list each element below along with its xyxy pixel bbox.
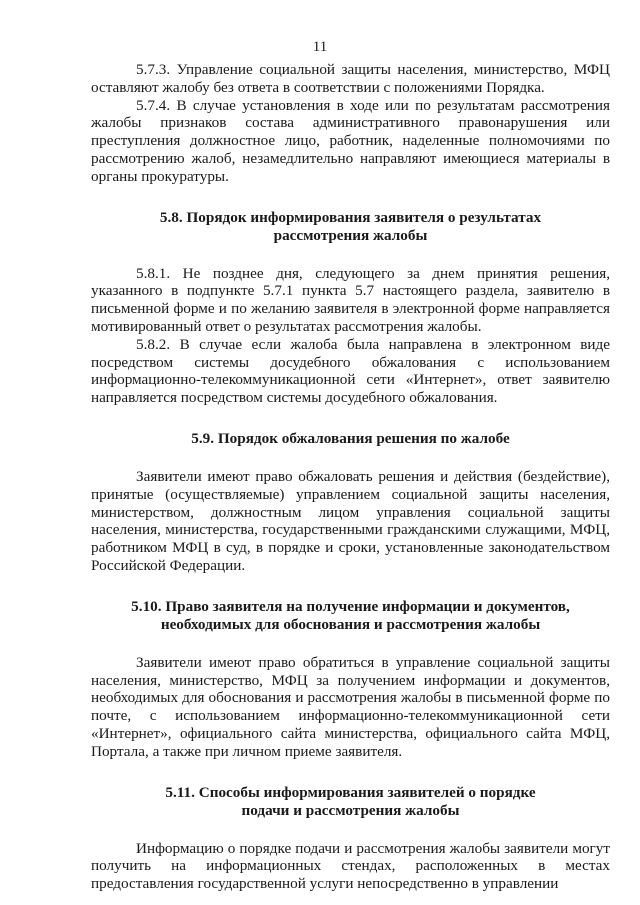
paragraph-5-7-3: 5.7.3. Управление социальной защиты населения, министерство, МФЦ оставляют жалобу без ответа в соответствии с положениями Порядка. [91, 61, 610, 96]
heading-5-8 [91, 209, 610, 245]
spacer [91, 245, 610, 265]
spacer [91, 820, 610, 840]
paragraph-5-8-1: 5.8.1. Не позднее дня, следующего за днем принятия решения, указанного в подпункте 5.7.1 пункта 5.7 настоящего раздела, заявителю в письменной форме и по желанию заявителя в электронной форме направляется мотивированный ответ о результатах рассмотрения жалобы. [91, 264, 610, 335]
heading-5-9 [91, 430, 610, 448]
heading-5-11 [91, 784, 610, 820]
heading-5-8-line-2: рассмотрения жалобы [273, 226, 428, 244]
page-number: 11 [312, 39, 328, 55]
spacer [91, 407, 610, 430]
paragraph-5-10-body: Заявители имеют право обратиться в управление социальной защиты населения, министерство, МФЦ за получением информации и документов, необходимых для обоснования и рассмотрения жалобы в письменной форме по почте, с использованием информационно-телекоммуникационной сети «Интернет», официального сайта министерства, официального сайта МФЦ, Портала, а также при личном приеме заявителя. [91, 653, 610, 760]
heading-5-9-line-1: 5.9. Порядок обжалования решения по жалобе [191, 429, 510, 447]
heading-5-8-line-1: 5.8. Порядок информирования заявителя о результатах [159, 208, 542, 226]
heading-5-11-line-1: 5.11. Способы информирования заявителей о порядке [165, 783, 536, 801]
spacer [91, 575, 610, 598]
heading-5-10 [91, 598, 610, 634]
paragraph-5-7-4: 5.7.4. В случае установления в ходе или по результатам рассмотрения жалобы признаков состава административного правонарушения или преступления должностное лицо, работник, наделенные полномочиями по рассмотрению жалоб, незамедлительно направляют имеющиеся материалы в органы прокуратуры. [91, 96, 610, 185]
spacer [91, 634, 610, 654]
paragraph-5-9-body: Заявители имеют право обжаловать решения и действия (бездействие), принятые (осуществляемые) управлением социальной защиты населения, министерством, должностным лицом управления социальной защиты населения, министерства, государственными гражданскими служащими, МФЦ, работником МФЦ в суд, в порядке и сроки, установленные законодательством Российской Федерации. [91, 467, 610, 574]
heading-5-10-line-1: 5.10. Право заявителя на получение информации и документов, [131, 597, 570, 615]
paragraph-5-11-body: Информацию о порядке подачи и рассмотрения жалобы заявители могут получить на информационных стендах, расположенных в местах предоставления государственной услуги непосредственно в управлении [91, 839, 610, 893]
document-body [91, 61, 610, 893]
spacer [91, 448, 610, 468]
spacer [91, 761, 610, 784]
paragraph-5-8-2: 5.8.2. В случае если жалоба была направлена в электронном виде посредством системы досудебного обжалования с использованием информационно-телекоммуникационной сети «Интернет», ответ заявителю направляется посредством системы досудебного обжалования. [91, 335, 610, 407]
heading-5-11-line-2: подачи и рассмотрения жалобы [241, 801, 460, 819]
spacer [91, 186, 610, 209]
heading-5-10-line-2: необходимых для обоснования и рассмотрения жалобы [160, 615, 541, 633]
